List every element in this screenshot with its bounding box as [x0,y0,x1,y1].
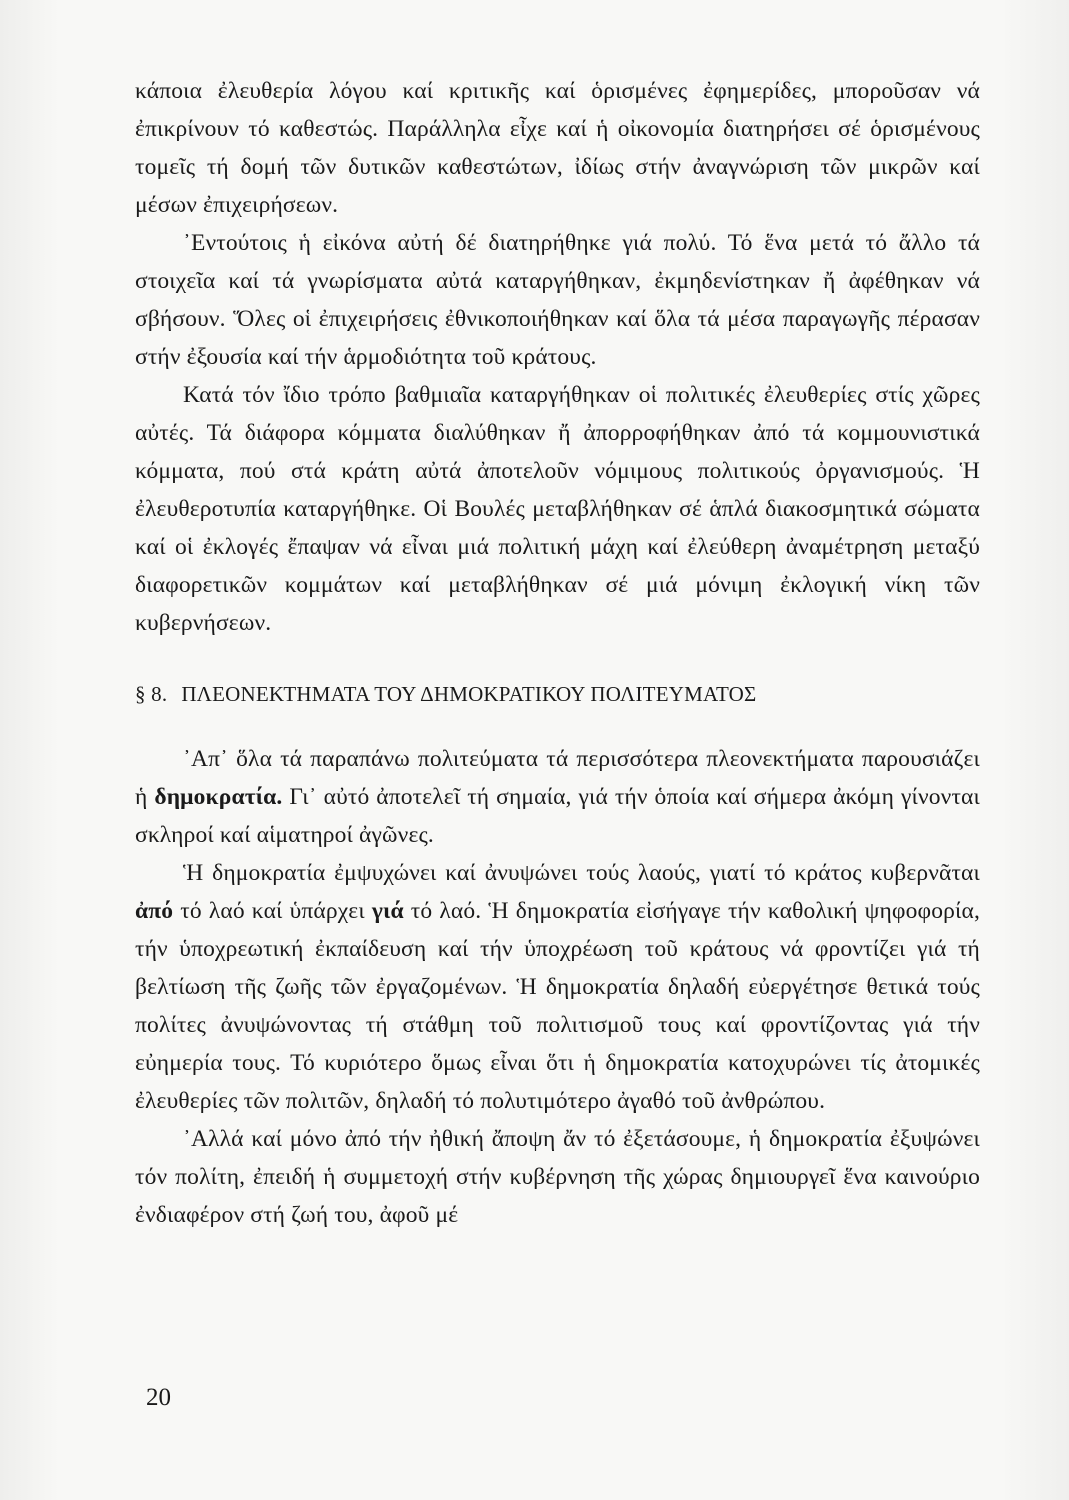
emphasis-by: ἀπό [135,898,174,924]
paragraph-political-freedoms: Κατά τόν ἴδιο τρόπο βαθμιαῖα καταργήθηκαν οἱ πολιτικές ἐλευθερίες στίς χῶρες αὐτές. Τά διάφορα κόμματα διαλύθηκαν ἤ ἀπορροφήθηκαν ἀπό τά κομμουνιστικά κόμματα, πού στά κράτη αὐτά ἀποτελοῦν νόμιμους πολιτικούς ὀργανισμούς. Ἡ ἐλευθεροτυπία καταργήθηκε. Οἱ Βουλές μεταβλήθηκαν σέ ἁπλά διακοσμητικά σώματα καί οἱ ἐκλογές ἔπαψαν νά εἶναι μιά πολιτική μάχη καί ἐλεύθερη ἀναμέτρηση μεταξύ διαφορετικῶν κομμάτων καί μεταβλήθηκαν σέ μιά μόνιμη ἐκλογική νίκη τῶν κυβερνήσεων. [135,382,980,636]
text-run: Ἡ δημοκρατία ἐμψυχώνει καί ἀνυψώνει τούς λαούς, γιατί τό κράτος κυβερνᾶται [183,860,980,886]
text-run: τό λαό. Ἡ δημοκρατία εἰσήγαγε τήν καθολική ψηφοφορία, τήν ὑποχρεωτική ἐκπαίδευση καί τήν ὑποχρέωση τοῦ κράτους νά φροντίζει γιά τή βελτίωση τῆς ζωῆς τῶν ἐργαζομένων. Ἡ δημοκρατία δηλαδή εὐεργέτησε θετικά τούς πολίτες ἀνυψώνοντας τή στάθμη τοῦ πολιτισμοῦ τους καί φροντίζοντας γιά τήν εὐημερία τους. Τό κυριότερο ὅμως εἶναι ὅτι ἡ δημοκρατία κατοχυρώνει τίς ἀτομικές ἐλευθερίες τῶν πολιτῶν, δηλαδή τό πολυτιμότερο ἀγαθό τοῦ ἀνθρώπου. [135,898,980,1114]
emphasis-democracy: δημοκρατία. [154,784,283,810]
section-number: § 8. [135,682,168,706]
text-run: Γι᾿ αὐτό ἀποτελεῖ τή σημαία, γιά τήν ὁποία καί σήμερα ἀκόμη γίνονται σκληροί καί αἱματηροί ἀγῶνες. [135,784,980,848]
paragraph-continuation: κάποια ἐλευθερία λόγου καί κριτικῆς καί ὁρισμένες ἐφημερίδες, μποροῦσαν νά ἐπικρίνουν τό καθεστώς. Παράλληλα εἶχε καί ἡ οἰκονομία διατηρήσει σέ ὁρισμένους τομεῖς τή δομή τῶν δυτικῶν καθεστώτων, ἰδίως στήν ἀναγνώριση τῶν μικρῶν καί μέσων ἐπιχειρήσεων. [135,78,980,218]
section-title: ΠΛΕΟΝΕΚΤΗΜΑΤΑ ΤΟΥ ΔΗΜΟΚΡΑΤΙΚΟΥ ΠΟΛΙΤΕΥΜΑΤΟΣ [181,682,757,706]
page-number: 20 [146,1384,171,1411]
text-column [135,72,980,1234]
paragraph-democracy-inspires [135,854,980,1120]
paragraph-nevertheless: ᾿Εντούτοις ἡ εἰκόνα αὐτή δέ διατηρήθηκε γιά πολύ. Τό ἕνα μετά τό ἄλλο τά στοιχεῖα καί τά γνωρίσματα αὐτά καταργήθηκαν, ἐκμηδενίστηκαν ἤ ἀφέθηκαν νά σβήσουν. Ὅλες οἱ ἐπιχειρήσεις ἐθνικοποιήθηκαν καί ὅλα τά μέσα παραγωγῆς πέρασαν στήν ἐξουσία καί τήν ἁρμοδιότητα τοῦ κράτους. [135,230,980,370]
text-run: τό λαό καί ὑπάρχει [173,898,372,924]
section-heading [135,678,980,710]
paragraph-advantages [135,740,980,854]
text-run: ᾿Απ᾿ ὅλα τά παραπάνω πολιτεύματα τά περισσότερα πλεονεκτήματα παρουσιάζει ἡ [135,746,980,810]
paragraph-moral-view: ᾿Αλλά καί μόνο ἀπό τήν ἠθική ἄποψη ἄν τό ἐξετάσουμε, ἡ δημοκρατία ἐξυψώνει τόν πολίτη, ἐπειδή ἡ συμμετοχή στήν κυβέρνηση τῆς χώρας δημιουργεῖ ἕνα καινούριο ἐνδιαφέρον στή ζωή του, ἀφοῦ μέ [135,1126,980,1228]
emphasis-for: γιά [371,898,404,924]
